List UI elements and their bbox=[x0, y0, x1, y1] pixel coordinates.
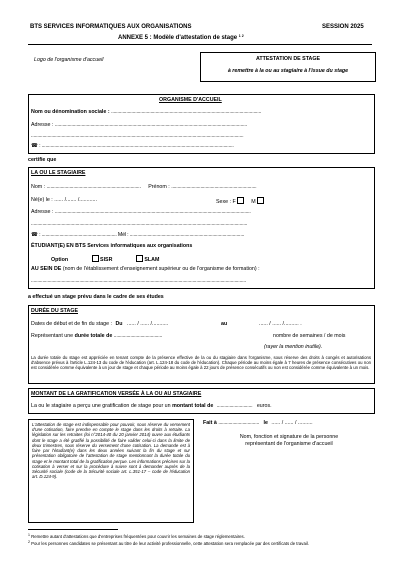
stagiaire-ne-label: Né(e) le : bbox=[31, 197, 53, 203]
attestation-title: ATTESTATION DE STAGE bbox=[255, 56, 321, 62]
effectue-text: a effectué un stage prévu dans le cadre de ses études bbox=[28, 294, 164, 300]
footnote-2-text: Pour les personnes candidates se présentant au titre de leur activité professionnelle, cette attestation sera remplacée par des certificats de travail. bbox=[31, 541, 309, 546]
au-sein-text: (nom de l'établissement d'enseignement supérieur ou de l'organisme de formation) : bbox=[62, 266, 260, 272]
organisme-title: ORGANISME D'ACCUEIL bbox=[159, 97, 222, 103]
au-label: au bbox=[221, 321, 228, 327]
stagiaire-nom-row bbox=[31, 184, 371, 191]
duree-box bbox=[28, 305, 375, 384]
duree-paragraph: La durée totale du stage est appréciée en tenant compte de la présence effective de la ou du stagiaire dans l'organisme, sous réserve des droits à congés et autorisations d'absence prévus à l'article L.124-13 du code de l'éducation (art. L.124-18 du code de l'éducation). Chaque période au moins égale à 7 heures de présence consécutives ou non est considérée comme équivalente à un jour de stage et chaque période au moins égale à 22 jours de présence consécutifs ou non est considérée comme équivalente à un mois. bbox=[31, 355, 371, 371]
gratification-field[interactable]: ............................ bbox=[216, 403, 253, 409]
stagiaire-prenom-field[interactable]: ................................................................... bbox=[171, 184, 257, 190]
footnote-1-mark: 1 bbox=[28, 533, 30, 537]
stagiaire-naissance-row bbox=[31, 197, 371, 204]
option-sisr-checkbox[interactable] bbox=[92, 255, 99, 262]
certifie-que: certifie que bbox=[28, 157, 57, 163]
au-sein-field[interactable]: ......................................................................................................................................................................... bbox=[31, 278, 246, 284]
le-field[interactable]: ...... / ...... / .......... bbox=[271, 420, 313, 426]
stagiaire-prenom-label: Prénom : bbox=[148, 184, 170, 190]
option-slam-label: SLAM bbox=[144, 257, 160, 263]
retraite-info-text: L'attestation de stage est indispensable pour pouvoir, sous réserve du versement d'une cotisation, faire prendre en compte le stage dans les droits à retraite. La législation sur les retraites (loi n°2014-40 du 20 janvier 2014) ouvre aux étudiants dont le stage a été gratifié la possibilité de faire valider celui-ci dans la limite de deux trimestres, sous réserve du versement d'une cotisation. La demande est à faire par l'étudiant(e) dans les deux années suivant la fin du stage et sur présentation obligatoire de l'attestation de stage mentionnant la durée totale du stage et le montant total de la gratification perçue. Les informations précises sur la cotisation à verser et sur la procédure à suivre sont à demander auprès de la Sécurité sociale (code de la Sécurité sociale art. L.351-17 – code de l'éducation art. D.124-9). bbox=[32, 422, 190, 480]
au-sein-label: AU SEIN DE bbox=[31, 266, 62, 272]
stagiaire-contact-row bbox=[31, 232, 371, 239]
organisme-phone-field[interactable]: : ....................................................................................................................................................... bbox=[39, 143, 234, 149]
header-divider bbox=[28, 44, 372, 45]
fait-field[interactable]: ................................ bbox=[218, 420, 260, 426]
footnote-1-text: Remettre autant d'attestations que d'entreprises fréquentées pour couvrir les semaines de stage réglementaires. bbox=[31, 534, 245, 539]
etudiant-label: ÉTUDIANT(E) EN BTS Services informatiques aux organisations bbox=[31, 243, 193, 249]
rep-label: Représentant une bbox=[31, 333, 74, 339]
au-sein-row bbox=[31, 266, 260, 273]
gratification-row bbox=[31, 403, 272, 410]
organisme-adresse-label: Adresse : bbox=[31, 122, 54, 128]
du-label: Du bbox=[115, 321, 123, 327]
stagiaire-box bbox=[28, 167, 375, 289]
gratification-text: La ou le stagiaire a perçu une gratification de stage pour un bbox=[31, 403, 171, 409]
option-label: Option bbox=[51, 257, 69, 263]
logo-label: Logo de l'organisme d'accueil bbox=[34, 57, 104, 63]
header-session: SESSION 2025 bbox=[322, 24, 364, 30]
attestation-subtitle: à remettre à la ou au stagiaire à l'issue du stage bbox=[227, 67, 349, 74]
option-sisr-label: SISR bbox=[100, 257, 113, 263]
attestation-box bbox=[200, 52, 376, 82]
duree-row bbox=[31, 333, 346, 340]
date-fin-field[interactable]: ...... / ...... /.......... . bbox=[259, 321, 302, 327]
dates-label: Dates de début et de fin du stage : bbox=[31, 321, 112, 327]
fait-label: Fait à bbox=[203, 420, 217, 426]
organisme-nom-row bbox=[31, 109, 371, 116]
le-label: le bbox=[263, 420, 268, 426]
footnote-1 bbox=[28, 533, 372, 539]
sexe-m-label: M bbox=[251, 199, 256, 205]
signature-area[interactable] bbox=[210, 455, 370, 517]
organisme-adresse-line2[interactable]: ....................................................................................................................................................................... bbox=[31, 133, 244, 139]
signature-line2: représentant de l'organisme d'accueil bbox=[245, 440, 333, 447]
rep-note: (rayer la mention inutile). bbox=[264, 344, 323, 350]
stagiaire-contact-field[interactable]: : ........................................................... Mél : .......................................................................................... bbox=[39, 232, 245, 238]
organisme-phone-row bbox=[31, 143, 371, 150]
sexe-m-checkbox[interactable] bbox=[257, 197, 264, 204]
annexe-title: ANNEXE 5 : Modèle d'attestation de stage $^{1 2}$ bbox=[118, 34, 244, 41]
footnote-2-mark: 2 bbox=[28, 540, 30, 544]
dates-row bbox=[31, 321, 302, 328]
stagiaire-nom-field[interactable]: .......................................................................... bbox=[46, 184, 141, 190]
gratification-title: MONTANT DE LA GRATIFICATION VERSÉE À LA OU AU STAGIAIRE bbox=[31, 391, 202, 397]
rep-bold: durée totale de bbox=[74, 333, 113, 339]
retraite-info-box bbox=[28, 419, 194, 523]
sexe-label: Sexe : F bbox=[216, 199, 236, 205]
header-program: BTS SERVICES INFORMATIQUES AUX ORGANISATIONS bbox=[30, 24, 192, 30]
option-row bbox=[51, 255, 159, 264]
rep-unit: nombre de semaines / de mois bbox=[273, 333, 346, 339]
signature-line1: Nom, fonction et signature de la personne bbox=[239, 434, 339, 440]
organisme-adresse-field[interactable]: ....................................................................................................................................................... bbox=[54, 122, 247, 128]
stagiaire-adresse-label: Adresse : bbox=[31, 209, 54, 215]
duree-field[interactable]: ...................................... bbox=[113, 333, 163, 339]
stagiaire-title: LA OU LE STAGIAIRE bbox=[31, 170, 86, 176]
stagiaire-nom-label: Nom : bbox=[31, 184, 46, 190]
fait-row bbox=[203, 420, 313, 427]
phone-icon: ☎ bbox=[31, 232, 38, 238]
organisme-nom-field[interactable]: ...................................................................................................................... bbox=[111, 109, 262, 115]
stagiaire-adresse-line2[interactable]: .......................................................................................................................................................................... bbox=[31, 221, 248, 227]
option-slam-checkbox[interactable] bbox=[136, 255, 143, 262]
sexe-group bbox=[216, 197, 264, 206]
stagiaire-ne-field[interactable]: ...... /....... /............ bbox=[54, 197, 97, 203]
organisme-box bbox=[28, 94, 375, 154]
organisme-adresse-row bbox=[31, 122, 371, 129]
organisme-nom-label: Nom ou dénomination sociale : bbox=[31, 109, 110, 115]
stagiaire-adresse-row bbox=[31, 209, 371, 216]
duree-title: DURÉE DU STAGE bbox=[31, 308, 78, 314]
gratification-bold: montant total de bbox=[172, 403, 214, 409]
date-debut-field[interactable]: ...... / ...... /........... bbox=[127, 321, 169, 327]
footnote-divider bbox=[28, 529, 118, 530]
gratification-box bbox=[28, 388, 375, 414]
signature-label bbox=[203, 434, 375, 447]
footnote-2 bbox=[28, 540, 372, 546]
sexe-f-checkbox[interactable] bbox=[237, 197, 244, 204]
phone-icon: ☎ bbox=[31, 143, 38, 149]
gratification-unit: euros. bbox=[256, 403, 272, 409]
stagiaire-adresse-field[interactable]: .......................................................................................................................................................... bbox=[54, 209, 251, 215]
